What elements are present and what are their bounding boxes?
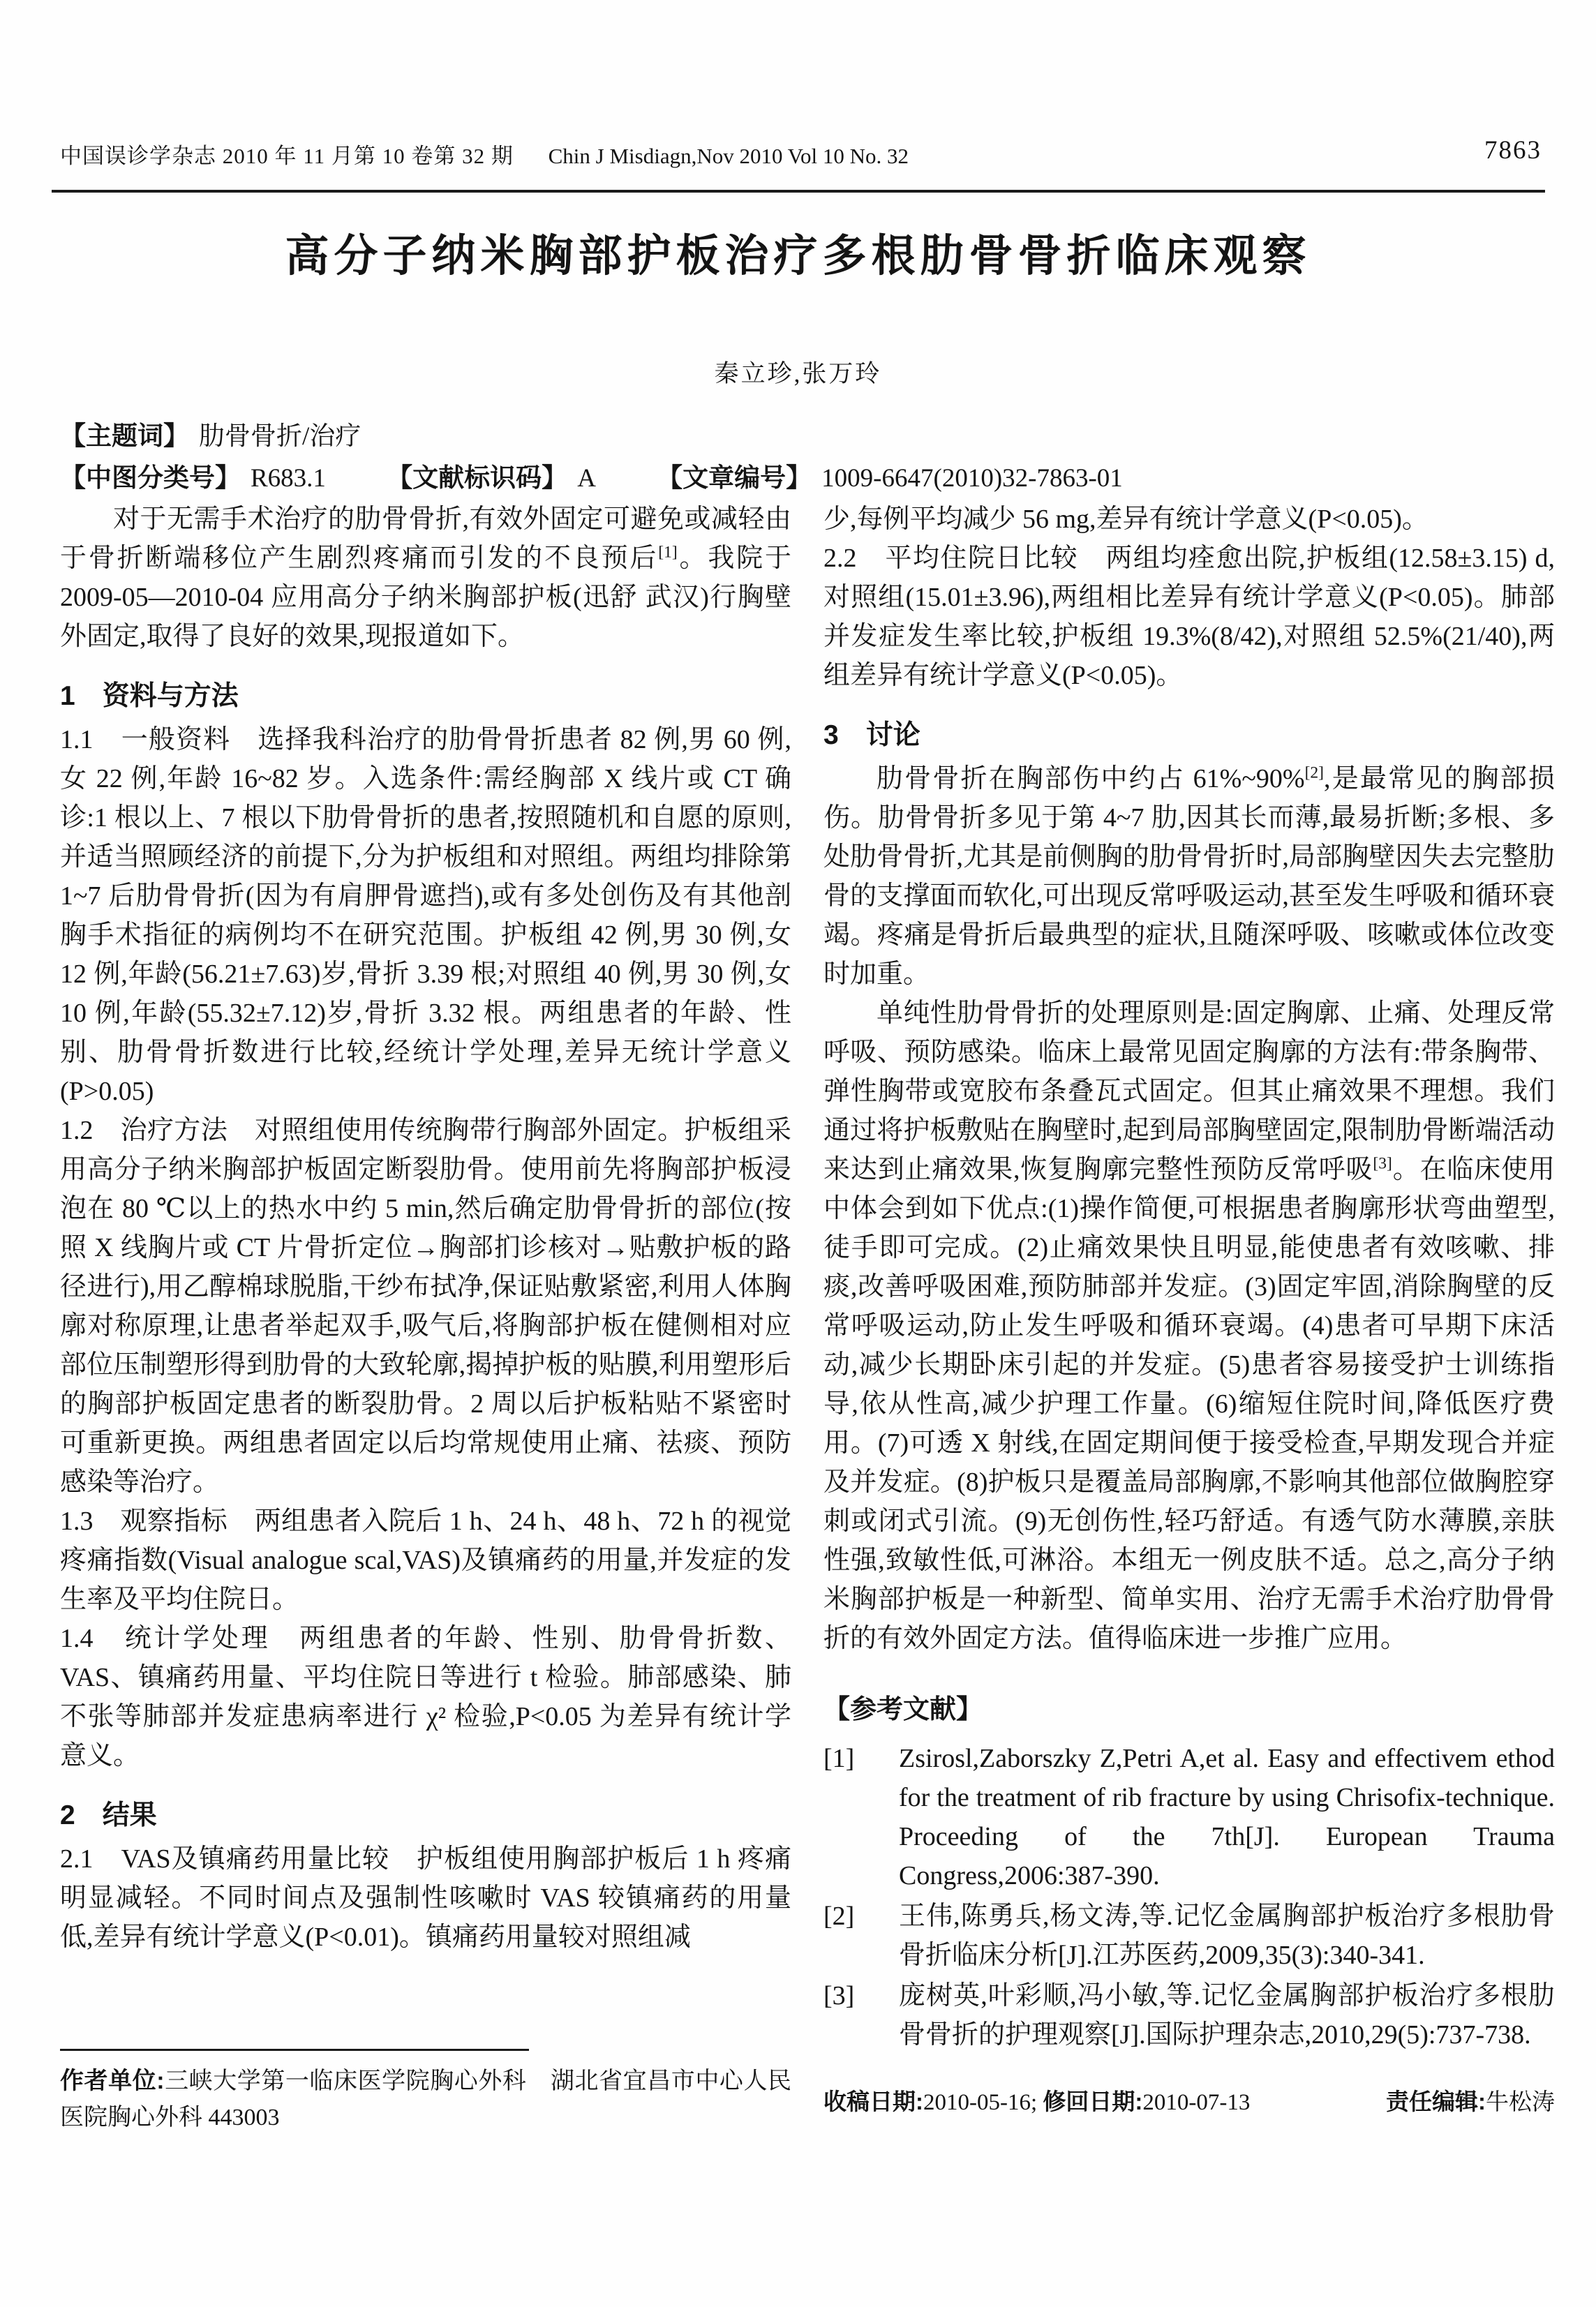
revised-date: 2010-07-13	[1142, 2090, 1251, 2115]
editor-group	[1386, 2084, 1555, 2116]
doc-code-group	[387, 464, 596, 493]
header-rule	[52, 190, 1545, 193]
subject-value: 肋骨骨折/治疗	[199, 422, 361, 451]
editor-name: 牛松涛	[1486, 2090, 1555, 2115]
section-1-3-paragraph: 1.3 观察指标 两组患者入院后 1 h、24 h、48 h、72 h 的视觉疼痛指数(Visual analogue scal,VAS)及镇痛药的用量,并发症的发生率及平均住院日。	[60, 1507, 791, 1614]
section-2-2-paragraph: 2.2 平均住院日比较 两组均痊愈出院,护板组(12.58±3.15) d,对照组(15.01±3.96),两组相比差异有统计学意义(P<0.05)。肺部并发症发生率比较,护板组 19.3%(8/42),对照组 52.5%(21/40),两组差异有统计学意义(P<0.05)。	[823, 544, 1555, 690]
editor-label: 责任编辑:	[1386, 2089, 1486, 2114]
affiliation-text: 三峡大学第一临床医学院胸心外科 湖北省宜昌市中心人民医院胸心外科 443003	[60, 2068, 791, 2130]
discussion-paragraph-2: 单纯性肋骨骨折的处理原则是:固定胸廓、止痛、处理反常呼吸、预防感染。临床上最常见固定胸廓的方法有:带条胸带、弹性胸带或宽胶布条叠瓦式固定。但其止痛效果不理想。我们通过将护板敷贴在胸壁时,起到局部胸壁固定,限制肋骨断端活动来达到止痛效果,恢复胸廓完整性预防反常呼吸[3]。在临床使用中体会到如下优点:(1)操作简便,可根据患者胸廓形状弯曲塑型,徒手即可完成。(2)止痛效果快且明显,能使患者有效咳嗽、排痰,改善呼吸困难,预防肺部并发症。(3)固定牢固,消除胸壁的反常呼吸运动,防止发生呼吸和循环衰竭。(4)患者可早期下床活动,减少长期卧床引起的并发症。(5)患者容易接受护士训练指导,依从性高,减少护理工作量。(6)缩短住院时间,降低医疗费用。(7)可透 X 射线,在固定期间便于接受检查,早期发现合并症及并发症。(8)护板只是覆盖局部胸廓,不影响其他部位做胸腔穿刺或闭式引流。(9)无创伤性,轻巧舒适。有透气防水薄膜,亲肤性强,致敏性低,可淋浴。本组无一例皮肤不适。总之,高分子纳米胸部护板是一种新型、简单实用、治疗无需手术治疗肋骨骨折的有效外固定方法。值得临床进一步推广应用。	[823, 999, 1555, 1653]
article-title: 高分子纳米胸部护板治疗多根肋骨骨折临床观察	[285, 232, 1311, 281]
page-number: 7863	[1484, 136, 1542, 165]
revised-label: 修回日期:	[1043, 2089, 1143, 2114]
references-heading: 【参考文献】	[823, 1695, 983, 1724]
manuscript-dates-line	[823, 2084, 1555, 2116]
discussion-paragraph-1: 肋骨骨折在胸部伤中约占 61%~90%[2],是最常见的胸部损伤。肋骨骨折多见于第 4~7 肋,因其长而薄,最易折断;多根、多处肋骨骨折,尤其是前侧胸的肋骨骨折时,局部胸壁因失去完整肋骨的支撑面而软化,可出现反常呼吸运动,甚至发生呼吸和循环衰竭。疼痛是骨折后最典型的症状,且随深呼吸、咳嗽或体位改变时加重。	[823, 763, 1555, 989]
subject-line	[60, 415, 1553, 452]
journal-name-cn: 中国误诊学杂志 2010 年 11 月第 10 卷第 32 期	[60, 144, 514, 168]
section-3-heading: 3 讨论	[823, 720, 920, 750]
reference-number: [3]	[823, 1981, 855, 2010]
affiliation-label: 作者单位:	[60, 2068, 165, 2094]
clc-value: R683.1	[251, 464, 326, 493]
intro-paragraph: 对于无需手术治疗的肋骨骨折,有效外固定可避免或减轻由于骨折断端移位产生剧烈疼痛而引发的不良预后[1]。我院于 2009-05—2010-04 应用高分子纳米胸部护板(迅舒 武汉)行胸壁外固定,取得了良好的效果,现报道如下。	[60, 505, 791, 651]
author-affiliation	[60, 2063, 791, 2136]
section-1-1-paragraph: 1.1 一般资料 选择我科治疗的肋骨骨折患者 82 例,男 60 例,女 22 例,年龄 16~82 岁。入选条件:需经胸部 X 线片或 CT 确诊:1 根以上、7 根以下肋骨骨折的患者,按照随机和自愿的原则,并适当照顾经济的前提下,分为护板组和对照组。两组均排除第 1~7 后肋骨骨折(因为有肩胛骨遮挡),或有多处创伤及有其他剖胸手术指征的病例均不在研究范围。护板组 42 例,男 30 例,女 12 例,年龄(56.21±7.63)岁,骨折 3.39 根;对照组 40 例,男 30 例,女 10 例,年龄(55.32±7.12)岁,骨折 3.32 根。两组患者的年龄、性别、肋骨骨折数进行比较,经统计学处理,差异无统计学意义(P>0.05)	[60, 725, 791, 1106]
reference-item	[823, 1897, 1555, 1975]
subject-label: 【主题词】	[60, 421, 189, 450]
section-1-2-paragraph: 1.2 治疗方法 对照组使用传统胸带行胸部外固定。护板组采用高分子纳米胸部护板固定断裂肋骨。使用前先将胸部护板浸泡在 80 ℃以上的热水中约 5 min,然后确定肋骨骨折的部位(按照 X 线胸片或 CT 片骨折定位→胸部扪诊核对→贴敷护板的路径进行),用乙醇棉球脱脂,干纱布拭净,保证贴敷紧密,利用人体胸廓对称原理,让患者举起双手,吸气后,将胸部护板在健侧相对应部位压制塑形得到肋骨的大致轮廓,揭掉护板的贴膜,利用塑形后的胸部护板固定患者的断裂肋骨。2 周以后护板粘贴不紧密时可重新更换。两组患者固定以后均常规使用止痛、祛痰、预防感染等治疗。	[60, 1116, 791, 1497]
section-2-heading: 2 结果	[60, 1800, 157, 1830]
reference-number: [1]	[823, 1744, 855, 1773]
received-date: 2010-05-16;	[923, 2090, 1038, 2115]
reference-text: Zsirosl,Zaborszky Z,Petri A,et al. Easy and effectivem ethod for the treatment of rib fracture by using Chrisofix-technique. Proceeding of the 7th[J]. European Trauma Congress,2006:387-390.	[899, 1744, 1555, 1890]
section-2-1-continued: 少,每例平均减少 56 mg,差异有统计学意义(P<0.05)。	[823, 505, 1429, 534]
received-label: 收稿日期:	[823, 2089, 923, 2114]
left-column	[60, 500, 791, 1957]
doc-code-label: 【文献标识码】	[387, 463, 568, 492]
article-authors: 秦立珍,张万玲	[714, 360, 882, 387]
page-header	[60, 138, 1553, 170]
classification-line	[60, 456, 1553, 494]
doc-code-value: A	[577, 464, 596, 493]
section-1-heading: 1 资料与方法	[60, 681, 239, 711]
journal-name-en: Chin J Misdiagn,Nov 2010 Vol 10 No. 32	[548, 144, 909, 168]
article-id-group	[657, 464, 1123, 493]
reference-item	[823, 1739, 1555, 1895]
article-id-value: 1009-6647(2010)32-7863-01	[821, 464, 1123, 493]
dates-group	[823, 2084, 1250, 2116]
section-2-1-paragraph: 2.1 VAS及镇痛药用量比较 护板组使用胸部护板后 1 h 疼痛明显减轻。不同时间点及强制性咳嗽时 VAS 较镇痛药的用量低,差异有统计学意义(P<0.01)。镇痛药用量较对照组减	[60, 1844, 791, 1952]
right-column	[823, 500, 1555, 2056]
clc-label: 【中图分类号】	[60, 463, 241, 492]
reference-number: [2]	[823, 1902, 855, 1931]
reference-text: 庞树英,叶彩顺,冯小敏,等.记忆金属胸部护板治疗多根肋骨骨折的护理观察[J].国际护理杂志,2010,29(5):737-738.	[899, 1981, 1555, 2050]
section-1-4-paragraph: 1.4 统计学处理 两组患者的年龄、性别、肋骨骨折数、VAS、镇痛药用量、平均住院日等进行 t 检验。肺部感染、肺不张等肺部并发症患病率进行 χ² 检验,P<0.05 为差异有统计学意义。	[60, 1624, 791, 1770]
article-id-label: 【文章编号】	[657, 463, 812, 492]
clc-group	[60, 464, 326, 493]
reference-item	[823, 1976, 1555, 2054]
reference-text: 王伟,陈勇兵,杨文涛,等.记忆金属胸部护板治疗多根肋骨骨折临床分析[J].江苏医药,2009,35(3):340-341.	[899, 1902, 1555, 1970]
footnote-rule	[60, 2049, 529, 2051]
